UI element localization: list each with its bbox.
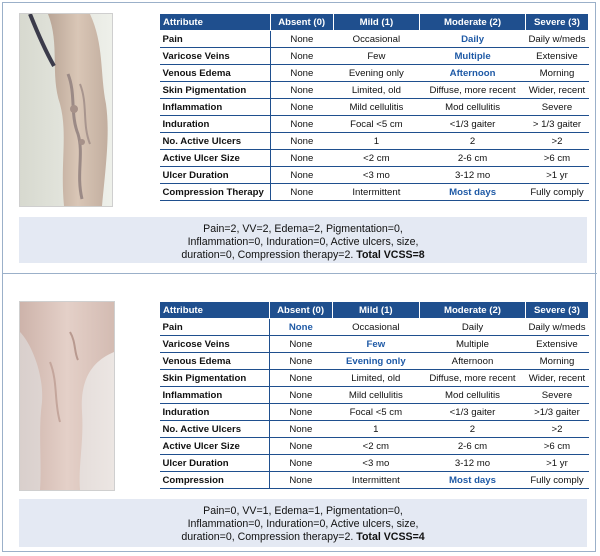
table-cell: <1/3 gaiter — [420, 116, 526, 133]
table-row — [160, 99, 589, 116]
table-cell: None — [269, 353, 332, 370]
table-cell: >1/3 gaiter — [525, 404, 588, 421]
column-header: Attribute — [160, 302, 270, 319]
attribute-cell: Induration — [160, 404, 270, 421]
table-cell: Morning — [525, 353, 588, 370]
table-cell: Severe — [525, 99, 588, 116]
total-score: Total VCSS=8 — [356, 249, 425, 261]
table-cell: None — [270, 184, 333, 201]
table-cell: >2 — [525, 421, 588, 438]
table-cell: None — [269, 438, 332, 455]
table-cell: Intermittent — [332, 472, 419, 489]
table-cell: 2 — [420, 133, 526, 150]
attribute-cell: Inflammation — [160, 387, 270, 404]
table-cell: None — [270, 116, 333, 133]
table-cell: Focal <5 cm — [332, 404, 419, 421]
selected-score-cell: None — [269, 319, 332, 336]
table-cell: Morning — [525, 65, 588, 82]
attribute-cell: Pain — [160, 319, 270, 336]
selected-score-cell: Evening only — [332, 353, 419, 370]
vcss-table-1 — [159, 13, 589, 201]
attribute-cell: Skin Pigmentation — [160, 370, 270, 387]
selected-score-cell: Most days — [420, 184, 526, 201]
table-cell: Extensive — [525, 336, 588, 353]
column-header: Moderate (2) — [420, 14, 526, 31]
table-row — [160, 167, 589, 184]
table-cell: None — [270, 167, 333, 184]
selected-score-cell: Multiple — [420, 48, 526, 65]
table-row — [160, 387, 589, 404]
table-row — [160, 370, 589, 387]
attribute-cell: No. Active Ulcers — [160, 133, 271, 150]
column-header: Severe (3) — [525, 14, 588, 31]
table-cell: Diffuse, more recent — [420, 82, 526, 99]
table-cell: <2 cm — [332, 438, 419, 455]
table-cell: Wider, recent — [525, 370, 588, 387]
table-cell: None — [270, 133, 333, 150]
summary-text: duration=0, Compression therapy=2. — [181, 531, 354, 543]
table-cell: None — [270, 65, 333, 82]
attribute-cell: Compression Therapy — [160, 184, 271, 201]
attribute-cell: Inflammation — [160, 99, 271, 116]
table-cell: None — [269, 455, 332, 472]
table-cell: >1 yr — [525, 455, 588, 472]
table-cell: Daily w/meds — [525, 319, 588, 336]
table-cell: Occasional — [332, 319, 419, 336]
table-cell: Fully comply — [525, 472, 588, 489]
column-header: Absent (0) — [269, 302, 332, 319]
table-row — [160, 438, 589, 455]
table-cell: 3-12 mo — [420, 455, 526, 472]
table-cell: Few — [333, 48, 420, 65]
table-cell: Extensive — [525, 48, 588, 65]
table-cell: 2-6 cm — [420, 150, 526, 167]
table-cell: Intermittent — [333, 184, 420, 201]
selected-score-cell: Most days — [420, 472, 526, 489]
selected-score-cell: Daily — [420, 31, 526, 48]
table-row — [160, 353, 589, 370]
panel-divider — [3, 273, 597, 274]
table-row — [160, 150, 589, 167]
summary-line: Inflammation=0, Induration=0, Active ulcers, size, — [187, 236, 419, 248]
attribute-cell: Skin Pigmentation — [160, 82, 271, 99]
table-cell: None — [269, 370, 332, 387]
table-cell: >6 cm — [525, 150, 588, 167]
attribute-cell: Venous Edema — [160, 353, 270, 370]
table-cell: None — [269, 387, 332, 404]
selected-score-cell: Afternoon — [420, 65, 526, 82]
column-header: Mild (1) — [333, 14, 420, 31]
table-cell: <3 mo — [333, 167, 420, 184]
attribute-cell: Ulcer Duration — [160, 167, 271, 184]
table-cell: <2 cm — [333, 150, 420, 167]
vcss-table-1-body — [160, 31, 589, 201]
summary-text: duration=0, Compression therapy=2. — [181, 249, 354, 261]
table-row — [160, 455, 589, 472]
table-cell: Limited, old — [333, 82, 420, 99]
vcss-table-2-body — [160, 319, 589, 489]
table-cell: >6 cm — [525, 438, 588, 455]
table-cell: >1 yr — [525, 167, 588, 184]
table-cell: Wider, recent — [525, 82, 588, 99]
table-row — [160, 184, 589, 201]
table-cell: Diffuse, more recent — [420, 370, 526, 387]
table-cell: Afternoon — [420, 353, 526, 370]
table-cell: Occasional — [333, 31, 420, 48]
column-header: Moderate (2) — [420, 302, 526, 319]
table-cell: 2 — [420, 421, 526, 438]
column-header: Absent (0) — [270, 14, 333, 31]
table-cell: Multiple — [420, 336, 526, 353]
table-cell: >2 — [525, 133, 588, 150]
table-cell: None — [270, 48, 333, 65]
attribute-cell: No. Active Ulcers — [160, 421, 270, 438]
attribute-cell: Induration — [160, 116, 271, 133]
attribute-cell: Varicose Veins — [160, 336, 270, 353]
attribute-cell: Ulcer Duration — [160, 455, 270, 472]
table-cell: None — [269, 421, 332, 438]
column-header: Severe (3) — [525, 302, 588, 319]
leg-photo-varicose — [19, 13, 113, 207]
table-cell: Mod cellulitis — [420, 99, 526, 116]
attribute-cell: Pain — [160, 31, 271, 48]
column-header: Mild (1) — [332, 302, 419, 319]
table-row — [160, 336, 589, 353]
table-row — [160, 404, 589, 421]
attribute-cell: Venous Edema — [160, 65, 271, 82]
table-cell: Mild cellulitis — [333, 99, 420, 116]
table-row — [160, 31, 589, 48]
attribute-cell: Active Ulcer Size — [160, 150, 271, 167]
leg-photo-treated — [19, 301, 115, 491]
attribute-cell: Active Ulcer Size — [160, 438, 270, 455]
total-score: Total VCSS=4 — [356, 531, 425, 543]
table-row — [160, 133, 589, 150]
figure-frame — [2, 2, 596, 552]
score-summary-1 — [19, 217, 587, 263]
table-row — [160, 116, 589, 133]
table-cell: None — [270, 99, 333, 116]
table-cell: Severe — [525, 387, 588, 404]
table-cell: Mild cellulitis — [332, 387, 419, 404]
table-row — [160, 65, 589, 82]
table-cell: None — [269, 336, 332, 353]
vcss-table-2 — [159, 301, 589, 489]
table-cell: <1/3 gaiter — [420, 404, 526, 421]
summary-line — [19, 249, 587, 262]
table-cell: Daily — [420, 319, 526, 336]
table-row — [160, 319, 589, 336]
summary-line — [19, 531, 587, 544]
summary-line: Inflammation=0, Induration=0, Active ulcers, size, — [187, 518, 419, 530]
table-cell: None — [269, 404, 332, 421]
table-cell: None — [270, 82, 333, 99]
table-cell: Focal <5 cm — [333, 116, 420, 133]
table-cell: Fully comply — [525, 184, 588, 201]
attribute-cell: Compression — [160, 472, 270, 489]
table-row — [160, 421, 589, 438]
table-cell: 1 — [332, 421, 419, 438]
summary-line: Pain=0, VV=1, Edema=1, Pigmentation=0, — [203, 505, 403, 517]
table-cell: None — [269, 472, 332, 489]
table-cell: Limited, old — [332, 370, 419, 387]
table-cell: 3-12 mo — [420, 167, 526, 184]
table-cell: > 1/3 gaiter — [525, 116, 588, 133]
table-cell: None — [270, 31, 333, 48]
table-cell: Daily w/meds — [525, 31, 588, 48]
table-cell: Evening only — [333, 65, 420, 82]
column-header: Attribute — [160, 14, 271, 31]
summary-line: Pain=2, VV=2, Edema=2, Pigmentation=0, — [203, 223, 403, 235]
score-summary-2 — [19, 499, 587, 547]
table-cell: 2-6 cm — [420, 438, 526, 455]
table-cell: <3 mo — [332, 455, 419, 472]
table-row — [160, 82, 589, 99]
table-cell: None — [270, 150, 333, 167]
table-row — [160, 48, 589, 65]
attribute-cell: Varicose Veins — [160, 48, 271, 65]
table-row — [160, 472, 589, 489]
selected-score-cell: Few — [332, 336, 419, 353]
table-cell: Mod cellulitis — [420, 387, 526, 404]
table-cell: 1 — [333, 133, 420, 150]
